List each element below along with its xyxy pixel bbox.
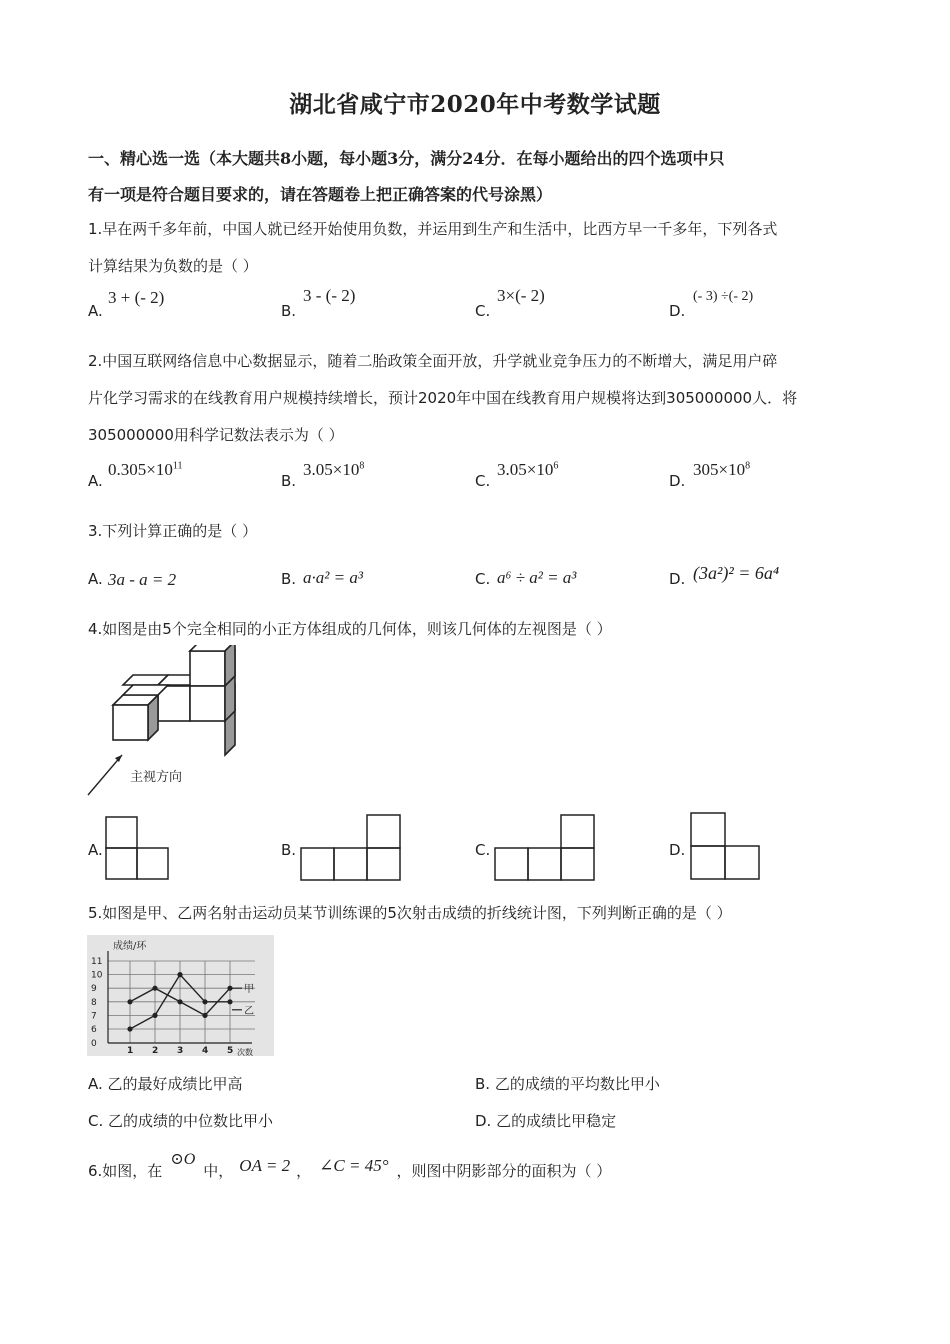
q2-line2: 片化学习需求的在线教育用户规模持续增长，预计2020年中国在线教育用户规模将达到305000000人．将 xyxy=(88,389,798,407)
chart-ytick-label: 0 xyxy=(91,1039,97,1049)
q1-option-b-expr: 3 - (- 2) xyxy=(303,286,356,305)
chart-point xyxy=(152,986,157,991)
q4-option-d-view xyxy=(690,811,760,881)
chart-point xyxy=(227,999,232,1004)
q2-option-b-expr: $3.05\times 10^8$ xyxy=(303,460,365,479)
q4-option-a-letter: A. xyxy=(88,841,103,859)
chart-point xyxy=(177,999,182,1004)
chart-point xyxy=(127,999,132,1004)
q2-option-a-expr: $0.305\times 10^{11}$ xyxy=(108,460,183,479)
q5-option-b: B. 乙的成绩的平均数比甲小 xyxy=(475,1075,660,1093)
q4-option-b-view xyxy=(300,813,402,881)
page-title: 湖北省咸宁市2020年中考数学试题 xyxy=(289,91,661,118)
q4-option-c-letter: C. xyxy=(475,841,491,859)
chart-legend-label: 乙 xyxy=(244,1005,254,1017)
q3-option-c-letter: C. xyxy=(475,570,491,588)
q3-option-d-expr: (3a²)² = 6a⁴ xyxy=(693,563,780,583)
chart-point xyxy=(202,1013,207,1018)
chart-ytick-label: 10 xyxy=(91,970,103,981)
q2-line1: 2.中国互联网络信息中心数据显示，随着二胎政策全面开放，升学就业竞争压力的不断增大，满足用户碎 xyxy=(88,352,778,370)
q1-option-a-letter: A. xyxy=(88,302,103,320)
q3-option-c-expr: a⁶ ÷ a² = a³ xyxy=(497,568,577,587)
section-heading-line2: 有一项是符合题目要求的，请在答题卷上把正确答案的代号涂黑） xyxy=(88,185,553,204)
chart-legend-label: 甲 xyxy=(244,984,254,996)
q2-line3: 305000000用科学记数法表示为（ ） xyxy=(88,426,344,444)
q4-option-b-letter: B. xyxy=(281,841,297,859)
q1-option-d-expr: (- 3) ÷(- 2) xyxy=(693,289,754,304)
q5-option-d: D. 乙的成绩比甲稳定 xyxy=(475,1112,617,1130)
q4-option-d-letter: D. xyxy=(669,841,686,859)
chart-xtick-label: 4 xyxy=(202,1046,209,1056)
chart-ytick-label: 11 xyxy=(91,957,103,967)
section-heading-line1: 一、精心选一选（本大题共8小题，每小题3分，满分24分．在每小题给出的四个选项中只 xyxy=(88,149,725,168)
chart-ytick-label: 6 xyxy=(91,1025,97,1035)
chart-point xyxy=(177,972,182,977)
q2-option-d-expr: $305\times 10^8$ xyxy=(693,460,751,479)
q4-option-c-view xyxy=(494,813,596,881)
chart-xtick-label: 1 xyxy=(127,1046,134,1056)
chart-ytick-label: 7 xyxy=(91,1011,97,1022)
q4-arrow-label: 主视方向 xyxy=(130,770,183,785)
chart-point xyxy=(152,1013,157,1018)
q3-option-b-expr: a·a² = a³ xyxy=(303,568,363,587)
q2-option-b-letter: B. xyxy=(281,472,297,490)
chart-ylabel: 成绩/环 xyxy=(113,941,147,952)
q6-line1: 6.如图，在⊙O中， OA = 2 ， ∠C = 45° ，则图中阴影部分的面积为（ ） xyxy=(88,1151,612,1180)
chart-point xyxy=(127,1026,132,1031)
chart-point xyxy=(227,986,232,991)
q1-option-a-expr: 3 + (- 2) xyxy=(108,288,165,307)
q5-line1: 5.如图是甲、乙两名射击运动员某节训练课的5次射击成绩的折线统计图，下列判断正确的是（ ） xyxy=(88,904,732,922)
q2-option-c-expr: $3.05\times 10^6$ xyxy=(497,460,559,479)
chart-xtick-label: 3 xyxy=(177,1046,184,1056)
q3-line1: 3.下列计算正确的是（ ） xyxy=(88,522,258,540)
chart-xtick-label: 5 xyxy=(227,1046,234,1056)
chart-background xyxy=(87,935,274,1056)
chart-ytick-label: 8 xyxy=(91,997,97,1008)
q1-option-d-letter: D. xyxy=(669,302,686,320)
chart-ytick-label: 9 xyxy=(91,984,97,995)
q4-option-a-view xyxy=(105,815,169,881)
chart-xtick-label: 2 xyxy=(152,1046,159,1056)
q2-option-d-letter: D. xyxy=(669,472,686,490)
q1-line1: 1.早在两千多年前，中国人就已经开始使用负数，并运用到生产和生活中，比西方早一千多年，下列各式 xyxy=(88,220,778,238)
q1-option-b-letter: B. xyxy=(281,302,297,320)
q4-line1: 4.如图是由5个完全相同的小正方体组成的几何体，则该几何体的左视图是（ ） xyxy=(88,620,612,638)
q5-option-c: C. 乙的成绩的中位数比甲小 xyxy=(88,1112,274,1130)
q3-option-d-letter: D. xyxy=(669,570,686,588)
q3-option-a-letter: A. xyxy=(88,570,103,588)
q5-option-a: A. 乙的最好成绩比甲高 xyxy=(88,1075,243,1093)
q2-option-a-letter: A. xyxy=(88,472,103,490)
q1-line2: 计算结果为负数的是（ ） xyxy=(88,257,258,275)
q5-line-chart xyxy=(87,935,274,1056)
chart-xlabel: 次数 xyxy=(237,1048,253,1056)
q2-option-c-letter: C. xyxy=(475,472,491,490)
q1-option-c-letter: C. xyxy=(475,302,491,320)
q3-option-a-expr: 3a - a = 2 xyxy=(108,570,177,589)
q1-option-c-expr: 3×(- 2) xyxy=(497,286,545,305)
chart-point xyxy=(202,999,207,1004)
q3-option-b-letter: B. xyxy=(281,570,297,588)
